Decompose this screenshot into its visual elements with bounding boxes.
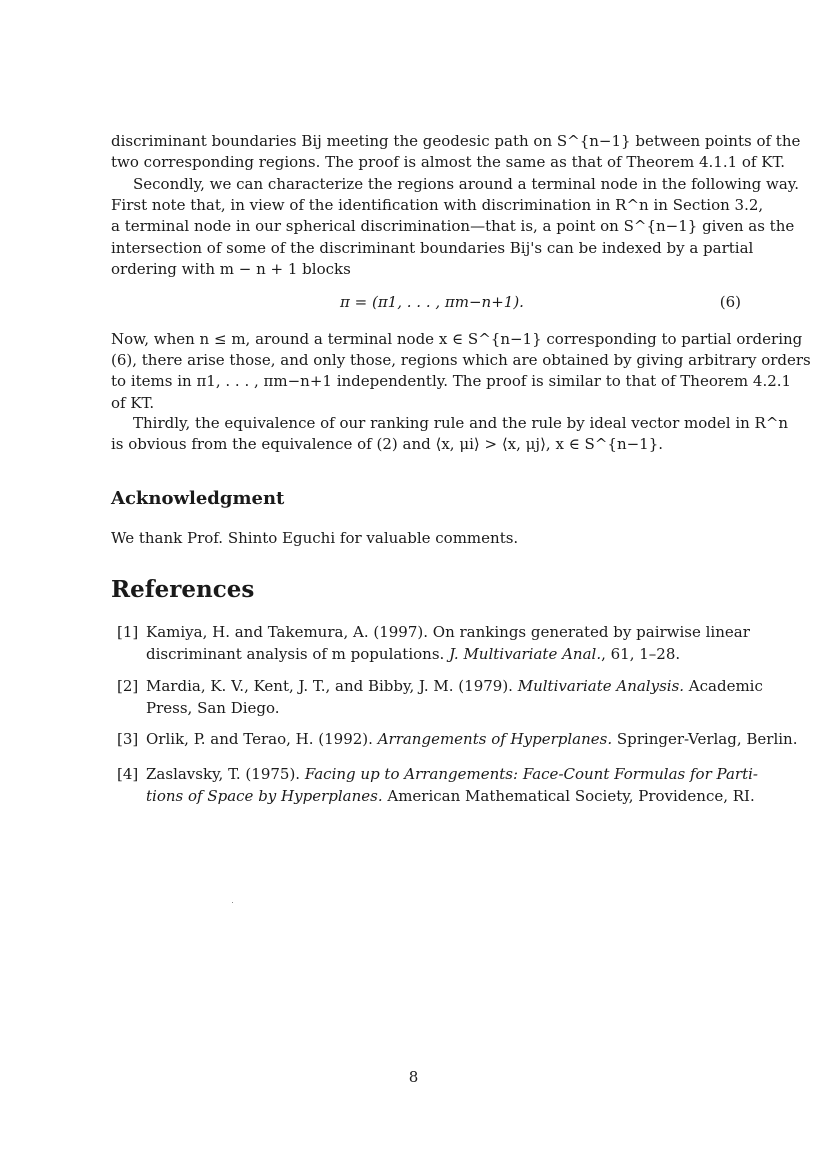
text-line: discriminant boundaries Bij meeting the geodesic path on S^{n−1} between points of the	[111, 132, 801, 150]
reference-body	[146, 728, 798, 750]
book-title: tions of Space by Hyperplanes.	[146, 787, 383, 805]
reference-line	[146, 675, 763, 697]
reference-line	[146, 785, 755, 807]
text-line: ordering with m − n + 1 blocks	[111, 259, 351, 278]
reference-text: Mardia, K. V., Kent, J. T., and Bibby, J. M. (1979).	[146, 677, 518, 695]
equation-number: (6)	[719, 293, 741, 311]
book-title: Facing up to Arrangements: Face-Count Formulas for Parti-	[304, 765, 758, 783]
paragraph-thirdly	[111, 413, 789, 455]
text-line: First note that, in view of the identification with discrimination in R^n in Section 3.2,	[111, 196, 764, 215]
text-line: a terminal node in our spherical discrimination—that is, a point on S^{n−1} given as the	[111, 217, 795, 236]
reference-line	[146, 643, 743, 665]
text-line: two corresponding regions. The proof is almost the same as that of Theorem 4.1.1 of KT.	[111, 153, 786, 172]
text-line: Secondly, we can characterize the regions around a terminal node in the following way.	[133, 175, 800, 193]
text-line: Thirdly, the equivalence of our ranking rule and the rule by ideal vector model in R^n	[133, 414, 789, 432]
reference-text: Orlik, P. and Terao, H. (1992).	[146, 730, 378, 748]
page-number: 8	[408, 1068, 419, 1086]
reference-text: discriminant analysis of m populations.	[146, 645, 450, 663]
reference-label: [2]	[117, 677, 139, 695]
reference-text: Academic	[684, 677, 763, 695]
reference-label: [3]	[117, 730, 139, 748]
reference-text: , 61, 1–28.	[601, 645, 681, 663]
references-heading: References	[111, 576, 255, 603]
reference-line: Kamiya, H. and Takemura, A. (1997). On rankings generated by pairwise linear	[146, 623, 750, 641]
text-line: is obvious from the equivalence of (2) and ⟨x, μi⟩ > ⟨x, μj⟩, x ∈ S^{n−1}.	[111, 435, 664, 454]
paragraph-secondly	[111, 174, 800, 280]
reference-body	[146, 621, 750, 665]
text-line: to items in π1, . . . , πm−n+1 independently. The proof is similar to that of Theorem 4.2.1	[111, 372, 792, 391]
reference-line	[146, 728, 798, 750]
reference-text: Zaslavsky, T. (1975).	[146, 765, 305, 783]
book-title: Multivariate Analysis.	[517, 677, 685, 695]
reference-label: [4]	[117, 765, 139, 783]
text-line: Now, when n ≤ m, around a terminal node x ∈ S^{n−1} corresponding to partial ordering	[111, 330, 803, 348]
reference-line	[146, 763, 758, 785]
equation-formula: π = (π1, . . . , πm−n+1).	[340, 293, 524, 311]
reference-body	[146, 763, 758, 807]
paragraph-now-when	[111, 329, 811, 414]
text-line: of KT.	[111, 393, 155, 412]
acknowledgment-text: We thank Prof. Shinto Eguchi for valuable comments.	[111, 529, 519, 547]
book-title: Arrangements of Hyperplanes.	[377, 730, 613, 748]
reference-text: Springer-Verlag, Berlin.	[612, 730, 798, 748]
acknowledgment-heading: Acknowledgment	[111, 488, 285, 509]
text-line: (6), there arise those, and only those, regions which are obtained by giving arbitrary orders	[111, 351, 811, 370]
scan-speck	[232, 902, 233, 903]
paragraph-continuation	[111, 131, 801, 173]
journal-title: J. Multivariate Anal.	[449, 645, 602, 663]
reference-text: American Mathematical Society, Providence, RI.	[382, 787, 755, 805]
reference-body	[146, 675, 763, 719]
reference-line: Press, San Diego.	[146, 699, 280, 717]
reference-label: [1]	[117, 623, 139, 641]
text-line: intersection of some of the discriminant boundaries Bij's can be indexed by a partial	[111, 238, 754, 257]
